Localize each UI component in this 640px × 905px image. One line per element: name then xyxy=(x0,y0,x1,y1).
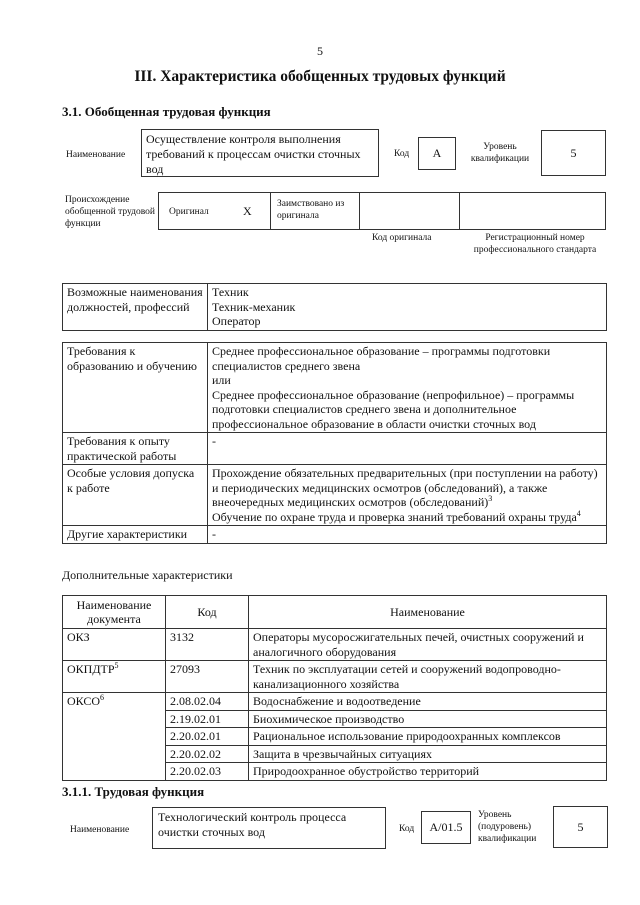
req-value xyxy=(208,465,607,526)
table-row xyxy=(63,465,607,526)
footnote-ref: 5 xyxy=(114,661,119,670)
gtf-name-label: Наименование xyxy=(66,150,126,160)
table-row xyxy=(63,661,607,693)
gtf-name-value: Осуществление контроля выполнения требований к процессам очистки сточных вод xyxy=(141,129,379,177)
borrowed-label: Заимствовано из оригинала xyxy=(277,199,345,221)
tf-code-value: А/01.5 xyxy=(421,811,471,844)
req-value xyxy=(208,343,607,433)
req-label: Требования к опыту практической работы xyxy=(63,433,208,465)
gtf-level-value: 5 xyxy=(541,130,606,176)
name-cell: Операторы мусоросжигательных печей, очистных сооружений и аналогичного оборудования xyxy=(249,629,607,661)
code-cell: 2.20.02.02 xyxy=(166,745,249,763)
requirements-table xyxy=(62,342,607,544)
doc-text: ОКПДТР xyxy=(67,662,115,676)
page-number: 5 xyxy=(317,44,323,58)
req-label: Требования к образованию и обучению xyxy=(63,343,208,433)
req-line xyxy=(212,466,602,510)
additional-table xyxy=(62,595,607,781)
positions-values xyxy=(208,284,607,331)
doc-cell: ОКЗ xyxy=(63,629,166,661)
table-row xyxy=(63,526,607,544)
table-row xyxy=(63,629,607,661)
code-cell: 2.20.02.01 xyxy=(166,728,249,746)
req-text: Прохождение обязательных предварительных (при поступлении на работу) и периодических медицинских осмотров (обследований), а также внеочередных медицинских осмотров (обследований) xyxy=(212,466,598,509)
code-cell: 3132 xyxy=(166,629,249,661)
original-mark: X xyxy=(243,204,252,218)
req-line: или xyxy=(212,373,231,387)
name-cell: Рациональное использование природоохранных комплексов xyxy=(249,728,607,746)
req-line xyxy=(212,510,602,525)
table-row xyxy=(63,693,607,711)
tf-name-label: Наименование xyxy=(70,825,130,835)
tf-name-value: Технологический контроль процесса очистки сточных вод xyxy=(152,807,386,849)
req-line: Среднее профессиональное образование (непрофильное) – программы подготовки специалистов среднего звена и дополнительное профессиональное образование в области очистки сточных вод xyxy=(212,387,575,431)
req-value: - xyxy=(208,526,607,544)
req-line: Среднее профессиональное образование – программы подготовки специалистов среднего звена xyxy=(212,344,551,373)
position-item: Оператор xyxy=(212,314,261,328)
gtf-heading: 3.1. Обобщенная трудовая функция xyxy=(62,104,271,119)
req-text: Обучение по охране труда и проверка знаний требований охраны труда xyxy=(212,509,577,524)
origin-divider-3 xyxy=(459,192,460,230)
gtf-code-value: А xyxy=(418,137,456,170)
doc-cell xyxy=(63,693,166,781)
footnote-ref: 4 xyxy=(576,508,581,518)
doc-text: ОКСО xyxy=(67,694,101,708)
req-label: Особые условия допуска к работе xyxy=(63,465,208,526)
code-cell: 2.19.02.01 xyxy=(166,710,249,728)
positions-table xyxy=(62,283,607,331)
name-cell: Природоохранное обустройство территорий xyxy=(249,763,607,781)
origin-box xyxy=(158,192,606,230)
origin-divider-2 xyxy=(359,192,360,230)
tf-heading: 3.1.1. Трудовая функция xyxy=(62,784,205,799)
gtf-level-label: Уровень квалификации xyxy=(470,142,530,164)
tf-code-label: Код xyxy=(399,824,415,834)
name-cell: Водоснабжение и водоотведение xyxy=(249,693,607,711)
name-cell: Техник по эксплуатации сетей и сооружений водопроводно-канализационного хозяйства xyxy=(249,661,607,693)
code-cell: 27093 xyxy=(166,661,249,693)
req-value: - xyxy=(208,433,607,465)
col-header-doc: Наименование документа xyxy=(63,596,166,629)
orig-code-caption: Код оригинала xyxy=(372,233,432,243)
doc-cell xyxy=(63,661,166,693)
req-label: Другие характеристики xyxy=(63,526,208,544)
col-header-name: Наименование xyxy=(249,596,607,629)
table-header-row xyxy=(63,596,607,629)
original-label: Оригинал xyxy=(169,207,209,217)
positions-label: Возможные наименования должностей, профессий xyxy=(63,284,208,331)
additional-heading: Дополнительные характеристики xyxy=(62,568,233,582)
gtf-code-label: Код xyxy=(394,149,410,159)
section-title: III. Характеристика обобщенных трудовых функций xyxy=(134,68,506,85)
tf-level-value: 5 xyxy=(553,806,608,848)
position-item: Техник-механик xyxy=(212,299,296,314)
code-cell: 2.08.02.04 xyxy=(166,693,249,711)
gtf-origin-label: Происхождение обобщенной трудовой функции xyxy=(65,195,155,229)
tf-level-label: Уровень (подуровень) квалификации xyxy=(478,810,537,844)
origin-divider-1 xyxy=(270,192,271,230)
table-row xyxy=(63,433,607,465)
reg-number-caption: Регистрационный номер профессионального стандарта xyxy=(473,233,597,255)
footnote-ref: 6 xyxy=(100,693,105,702)
position-item: Техник xyxy=(212,285,249,299)
name-cell: Защита в чрезвычайных ситуациях xyxy=(249,745,607,763)
name-cell: Биохимическое производство xyxy=(249,710,607,728)
col-header-code: Код xyxy=(166,596,249,629)
footnote-ref: 3 xyxy=(488,494,493,503)
code-cell: 2.20.02.03 xyxy=(166,763,249,781)
table-row xyxy=(63,343,607,433)
